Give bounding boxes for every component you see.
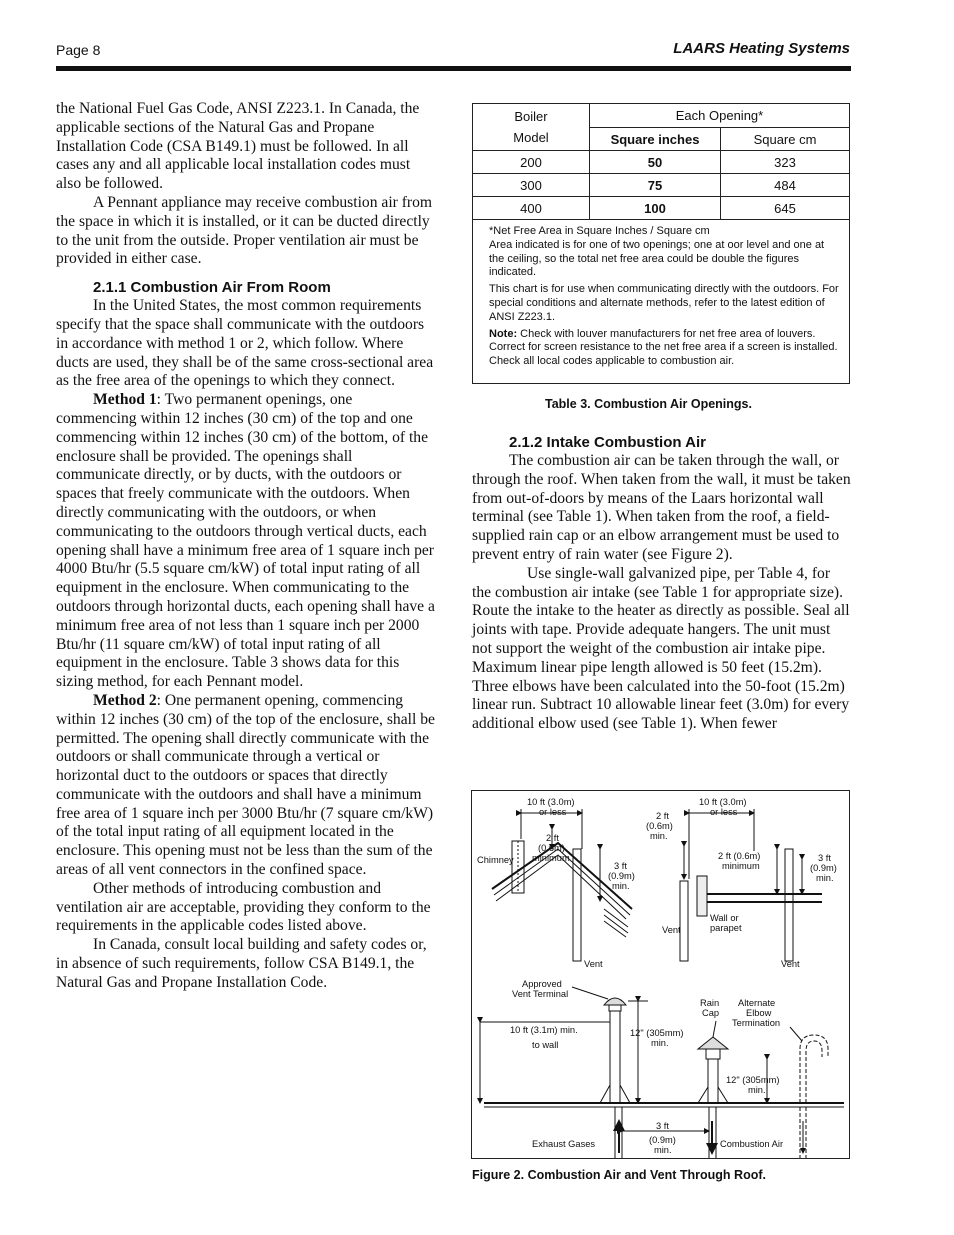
method-2-label: Method 2 [93,691,157,709]
fig-label: (0.9m) [649,1135,676,1145]
figure-caption: Figure 2. Combustion Air and Vent Through Roof. [472,1168,766,1182]
fig-label: 2 ft (0.6m) [718,851,761,861]
table-row [473,151,849,174]
paragraph: In Canada, consult local building and safety codes or, in absence of such requirements, follow CSA B149.1, the Natural Gas and Propane Installation Code. [56,936,427,991]
fig-label: 12" (305mm) [726,1075,780,1085]
fig-label: min. [816,873,834,883]
leader-approved [572,987,608,999]
fig-label: Approved [522,979,562,989]
fig-label: 2 ft [656,811,669,821]
roof-louvers [604,909,628,937]
fig-label: (0.6m) [646,821,673,831]
method-2-paragraph [56,692,436,880]
vent-terminal-neck [609,1005,621,1011]
figure-2-diagram [472,791,849,1158]
parapet-wall [697,876,707,916]
header-rule [56,66,851,71]
cell-sqin: 75 [590,174,721,197]
figure-2 [471,790,850,1159]
fig-label: 3 ft [656,1121,669,1131]
section-heading-2-1-2: 2.1.2 Intake Combustion Air [509,434,706,451]
header-boiler: Boiler [514,109,548,124]
fig-label: Wall or [710,913,739,923]
note-line: This chart is for use when communicating directly with the outdoors. For special conditions and alternate methods, refer to the latest edition of ANSI Z223.1. [489,283,839,323]
intake-flashing [698,1087,728,1103]
fig-label: or less [539,807,567,817]
table-notes [473,220,849,369]
fig-label: 10 ft (3.0m) [527,797,575,807]
paragraph: the National Fuel Gas Code, ANSI Z223.1. In Canada, the applicable sections of the Natural Gas and Propane Installation Code (CSA B149.1) must be followed. In all cases any and all applicable local installation codes must also be followed. [56,100,420,193]
rain-cap-neck [706,1049,720,1059]
fig-label: Combustion Air [720,1139,784,1149]
fig-label: 10 ft (3.0m) [699,797,747,807]
fig-label: Alternate [738,998,776,1008]
right-column [472,434,852,734]
cell-model: 300 [473,174,590,197]
note-text: Check with louver manufacturers for net free area of louvers. Correct for screen resistance to the net free area if a screen is installed. Check all local codes applicable to combustion air. [489,327,838,368]
fig-label: min. [654,1145,672,1155]
fig-label: min. [612,881,630,891]
fig-label: (0.6m) [538,843,565,853]
fig-label: min. [748,1085,766,1095]
fig-label: parapet [710,923,742,933]
fig-label: Rain [700,998,720,1008]
fig-label: Vent [662,925,681,935]
table-caption: Table 3. Combustion Air Openings. [545,397,752,411]
fig-label: 3 ft [614,861,627,871]
method-2-text: : One permanent opening, commencing within 12 inches (30 cm) of the top of the enclosure, shall be permitted. The opening shall directly communicate with the outdoors or shall communicate through a vertical or horizontal duct to the outdoors or spaces that directly communicate with the outdoors and shall have a minimum free area of 1 square inch per 3000 Btu/hr (7 square cm/kW) of the total input rating of all equipment located in the enclosure. This opening must not be less than the sum of the areas of all vent connectors in the confined space. [56,691,435,879]
note-line: Area indicated is for one of two openings; one at oor level and one at the ceiling, so the total net free area could be double the figures indicated. [489,238,825,279]
fig-label: Vent Terminal [512,989,569,999]
note-label: Note: [489,327,518,340]
fig-label: minimum [532,853,570,863]
method-1-paragraph [56,391,436,692]
fig-label: (0.9m) [810,863,837,873]
rain-cap [698,1037,728,1049]
paragraph: The combustion air can be taken through the wall, or through the roof. When taken from the wall, it must be taken from out-of-doors by means of the Laars horizontal wall terminal (see Table 1). When taken from the roof, a field-supplied rain cap or an elbow arrangement must be used to prevent entry of rain water (see Figure 2). [472,452,851,563]
fig-label: (0.9m) [608,871,635,881]
table-header-each-opening: Each Opening* [590,104,850,128]
fig-label: 12" (305mm) [630,1028,684,1038]
table-row [473,174,849,197]
fig-label: Termination [732,1018,781,1028]
leader-elbow [790,1027,802,1041]
section-heading-2-1-1: 2.1.1 Combustion Air From Room [93,279,331,297]
fig-label: Exhaust Gases [532,1139,596,1149]
alternate-elbow-inner [806,1041,822,1103]
fig-label: Elbow [746,1008,772,1018]
fig-label: Cap [702,1008,720,1018]
table-3 [472,103,850,384]
cell-sqcm: 645 [721,197,850,220]
vent-pipe-right [785,849,793,961]
note-line: *Net Free Area in Square Inches / Square cm [489,225,710,237]
method-1-text: : Two permanent openings, one commencing within 12 inches (30 cm) of the top and one commencing within 12 inches (30 cm) of the bottom, of the enclosure shall be provided. The openings shall communicate directly, or by ducts, with the outdoors or spaces that freely communicate with the outdoors. When directly communicating with the outdoors, or when communicating to the outdoors through vertical ducts, each opening shall have a minimum free area of 1 square inch per 4000 Btu/hr (5.5 square cm/kW) of total input rating of all equipment in the enclosure. When communicating to the outdoors through horizontal ducts, each opening shall have a minimum free area of not less than 1 square inch per 2000 Btu/hr (11 square cm/kW) of total input rating of all equipment in the enclosure. Table 3 shows data for this sizing method, for each Pennant model. [56,391,435,691]
fig-label: 10 ft (3.1m) min. [510,1025,578,1035]
intake-pipe [708,1059,718,1103]
paragraph: Other methods of introducing combustion and ventilation air are acceptable, providing they conform to the requirements in the applicable codes listed above. [56,879,431,935]
table-row [473,197,849,220]
fig-label: 2 ft [546,833,559,843]
leader-rain-cap [713,1021,716,1037]
alternate-elbow [800,1035,828,1103]
paragraph: Use single-wall galvanized pipe, per Table 4, for the combustion air intake (see Table 1 for appropriate size). Route the intake to the heater as directly as possible. Seal all joints with tape. Provide adequate hangers. The unit must not support the weight of the combustion air intake pipe. Maximum linear pipe length allowed is 50 feet (15.2m). Three elbows have been calculated into the 50-foot (15.2m) linear run. Subtract 10 allowable linear feet (3.0m) for every additional elbow used (see Table 1). When fewer [472,564,850,733]
vent-pipe-middle [680,881,688,961]
table-header-boiler-model [473,104,590,151]
exhaust-pipe [610,1011,620,1103]
fig-label: Vent [781,959,800,969]
brand-title: LAARS Heating Systems [673,40,850,57]
header-model: Model [513,130,549,145]
cell-sqin: 100 [590,197,721,220]
paragraph: In the United States, the most common requirements specify that the space shall communicate with the outdoors in accordance with method 1 or 2, which follow. Where ducts are used, they shall be of the same cross-sectional area as the free area of the openings to which they connect. [56,297,434,390]
left-column [56,100,436,993]
cell-sqcm: 323 [721,151,850,174]
fig-label: min. [650,831,668,841]
cell-sqin: 50 [590,151,721,174]
fig-label: minimum [722,861,760,871]
paragraph: A Pennant appliance may receive combustion air from the space in which it is installed, or it can be ducted directly to the unit from the outside. Proper ventilation air must be provided in either case. [56,193,433,268]
cell-model: 200 [473,151,590,174]
fig-label: 3 ft [818,853,831,863]
fig-label: to wall [532,1040,559,1050]
method-1-label: Method 1 [93,391,157,409]
table-header-square-inches: Square inches [590,128,721,151]
cell-model: 400 [473,197,590,220]
fig-label: Chimney [477,855,514,865]
page-number: Page 8 [56,42,101,58]
note-line [489,328,841,369]
table-header-square-cm: Square cm [721,128,850,151]
fig-label: Vent [584,959,603,969]
exhaust-flashing [600,1085,630,1103]
cell-sqcm: 484 [721,174,850,197]
fig-label: min. [651,1038,669,1048]
fig-label: or less [710,807,738,817]
